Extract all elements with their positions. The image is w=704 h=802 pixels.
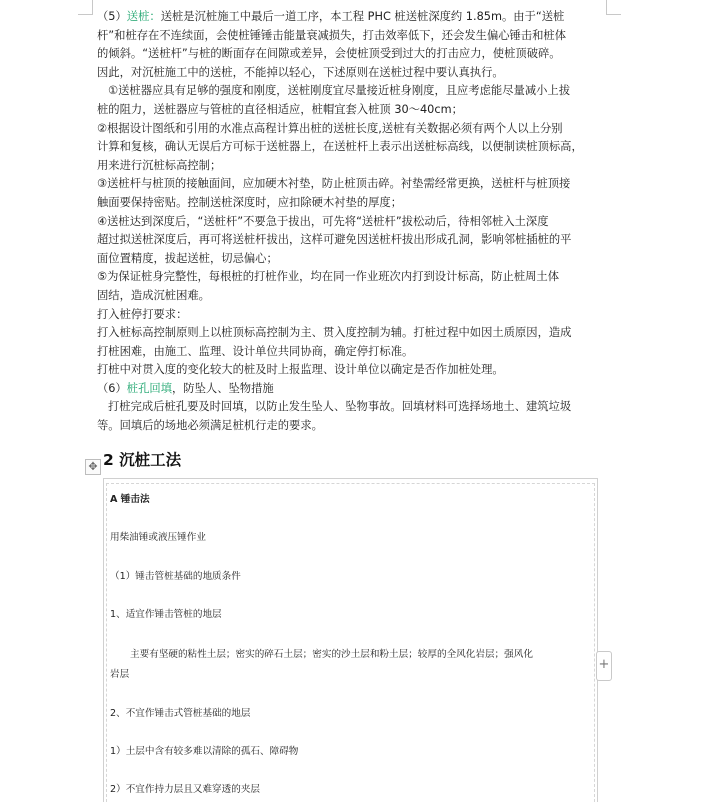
- text-line: 打入桩标高控制原则上以桩顶标高控制为主、贯入度控制为辅。打桩过程中如因土质原因，造成: [97, 326, 572, 340]
- text-line: 的倾斜。“送桩杆”与桩的断面存在间隙或差异，会使桩顶受到过大的打击应力，使桩顶破碎。: [97, 47, 561, 61]
- text-line: 面位置精度，拔起送桩，切忌偏心；: [97, 251, 278, 265]
- table-row: （1）锤击管桩基础的地质条件: [110, 571, 241, 582]
- text-line: 因此，对沉桩施工中的送桩，不能掉以轻心，下述原则在送桩过程中要认真执行。: [97, 65, 504, 79]
- page-corner-mark-left: [78, 0, 93, 15]
- text-line: 打桩中对贯入度的变化较大的桩及时上报监理、设计单位以确定是否作加桩处理。: [97, 363, 504, 377]
- table-row: 用柴油锤或液压锤作业: [110, 532, 206, 543]
- text-line: 用来进行沉桩标高控制；: [97, 158, 222, 172]
- table-row: 2）不宜作持力层且又难穿透的夹层: [110, 784, 261, 795]
- table-row: 2、不宜作锤击式管桩基础的地层: [110, 708, 251, 719]
- text-line: 桩的阻力，送桩器应与管桩的直径相适应，桩帽宜套入桩顶 30～40cm；: [97, 102, 463, 116]
- table-row: 岩层: [110, 669, 130, 680]
- text-line: 触面要保持密贴。控制送桩深度时，应扣除硬木衬垫的厚度；: [97, 195, 403, 209]
- text-line: ②根据设计图纸和引用的水准点高程计算出桩的送桩长度,送桩有关数据必须有两个人以上分别: [97, 121, 563, 135]
- section-6-number: （6）: [97, 381, 127, 395]
- text-line: 打桩困难，由施工、监理、设计单位共同协商，确定停打标准。: [97, 344, 414, 358]
- section-heading: 2 沉桩工法: [103, 451, 182, 469]
- text-line: 杆”和桩存在不连续面，会使桩锤锤击能量衰减损失，打击效率低下，还会发生偏心锤击和桩体: [97, 28, 567, 42]
- text-line: 打桩完成后桩孔要及时回填，以防止发生坠人、坠物事故。回填材料可选择场地土、建筑垃圾: [108, 400, 572, 414]
- section-5-number: （5）: [97, 10, 127, 23]
- text-line: 打入桩停打要求：: [97, 307, 188, 321]
- page-corner-mark-right: [606, 0, 621, 15]
- section-5-first-line-text: 送桩是沉桩施工中最后一道工序，本工程 PHC 桩送桩深度约 1.85m。由于“送桩: [160, 10, 565, 23]
- text-line: 固结，造成沉桩困难。: [97, 288, 210, 302]
- text-line: ⑤为保证桩身完整性，每根桩的打桩作业，均在同一作业班次内打到设计标高，防止桩周土体: [97, 270, 560, 284]
- table-row: 1）土层中含有较多难以清除的孤石、障碍物: [110, 746, 299, 757]
- table-move-handle-icon[interactable]: ✥: [85, 459, 101, 475]
- table-row: 1、适宜作锤击管桩的地层: [110, 609, 222, 620]
- table-add-column-button[interactable]: +: [596, 651, 612, 681]
- text-line: ③送桩杆与桩顶的接触面间，应加硬木衬垫，防止桩顶击碎。衬垫需经常更换，送桩杆与桩顶接: [97, 177, 571, 191]
- table-row: 主要有坚硬的粘性土层；密实的碎石土层；密实的沙土层和粉土层；较厚的全风化岩层；强风化: [130, 649, 533, 660]
- section-5-paragraph: [97, 8, 600, 436]
- section-6-title-line: [97, 380, 600, 399]
- section-6-title-text: ，防坠人、坠物措施: [172, 381, 274, 395]
- table-row: A 锤击法: [110, 494, 150, 505]
- text-line: 计算和复核，确认无误后方可标于送桩器上，在送桩杆上表示出送桩标高线，以便制读桩顶标高，: [97, 140, 583, 154]
- text-line: 超过拟送桩深度后，再可将送桩杆拔出，这样可避免因送桩杆拔出形成孔洞，影响邻桩插桩的平: [97, 233, 572, 247]
- section-5-title-line: [97, 8, 600, 27]
- section-6-keyword: 桩孔回填: [126, 381, 172, 395]
- section-5-keyword: 送桩：: [126, 10, 161, 23]
- text-line: ④送桩达到深度后，“送桩杆”不要急于拔出，可先将“送桩杆”拔松动后，待相邻桩入土深度: [97, 214, 549, 228]
- text-line: ①送桩器应具有足够的强度和刚度，送桩刚度宜尽量接近桩身刚度，且应考虑能尽量减小上拔: [108, 84, 571, 98]
- text-line: 等。回填后的场地必须满足桩机行走的要求。: [97, 419, 323, 433]
